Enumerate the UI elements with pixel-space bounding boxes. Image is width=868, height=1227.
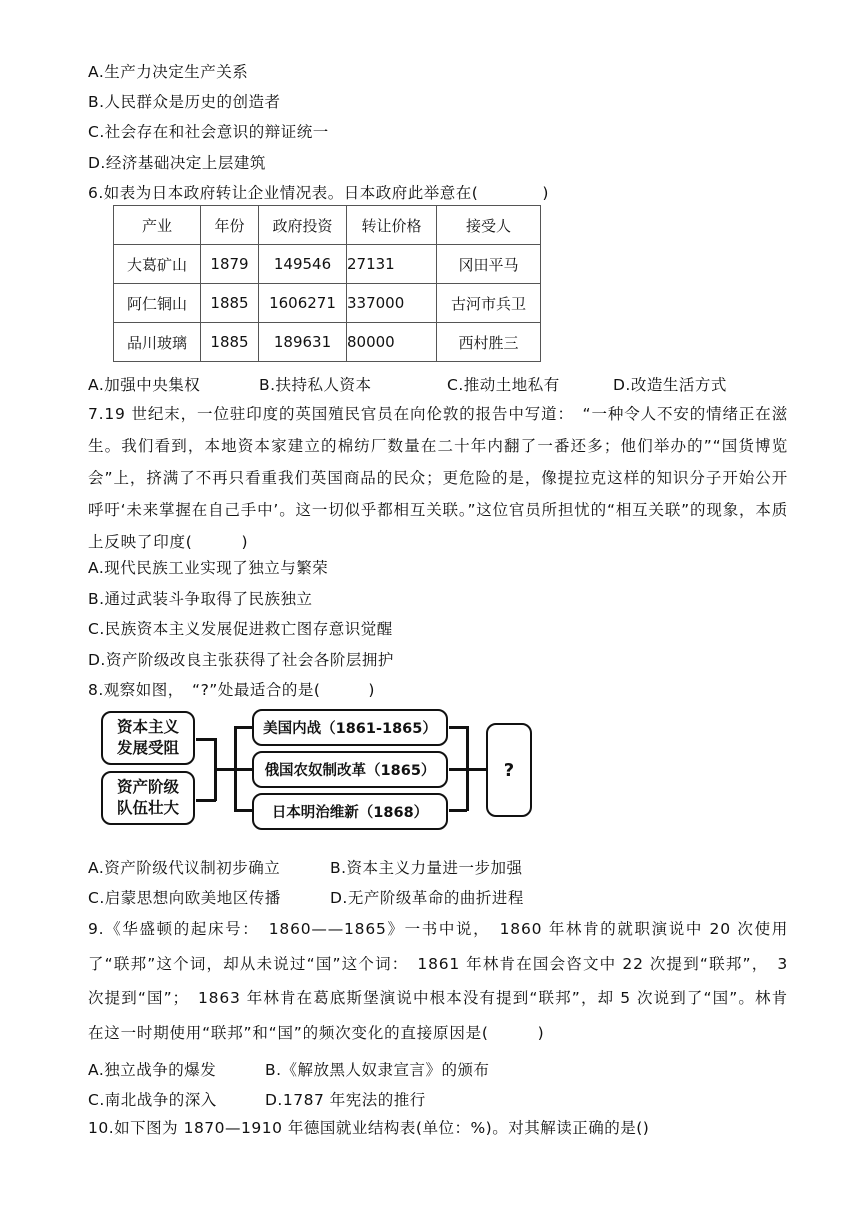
table-header-cell: 年份 xyxy=(201,206,259,245)
q9-option-a: A.独立战争的爆发 xyxy=(88,1061,217,1079)
q8-option-c: C.启蒙思想向欧美地区传播 xyxy=(88,889,281,907)
q6-options xyxy=(88,373,727,395)
q9-options-row-2 xyxy=(88,1088,426,1110)
q7-option-d: D.资产阶级改良主张获得了社会各阶层拥护 xyxy=(88,651,394,669)
diagram-box-obstructed-capitalism: 资本主义 发展受阻 xyxy=(101,711,195,765)
q6-option-d: D.改造生活方式 xyxy=(613,376,727,394)
q8-option-b: B.资本主义力量进一步加强 xyxy=(330,859,523,877)
connector-line xyxy=(196,799,216,802)
table-cell: 80000 xyxy=(347,323,437,362)
table-cell: 149546 xyxy=(259,245,347,284)
q8-options-row-1 xyxy=(88,856,523,878)
connector-line xyxy=(449,726,467,729)
table-cell: 189631 xyxy=(259,323,347,362)
q7-option-b: B.通过武装斗争取得了民族独立 xyxy=(88,590,313,608)
connector-line xyxy=(234,768,252,771)
q6-table xyxy=(113,205,541,362)
table-cell: 大葛矿山 xyxy=(114,245,201,284)
q9-option-d: D.1787 年宪法的推行 xyxy=(265,1091,426,1109)
q8-options-row-2 xyxy=(88,886,524,908)
diagram-box-question-mark: ? xyxy=(486,723,532,817)
q5-option-c: C.社会存在和社会意识的辩证统一 xyxy=(88,123,329,141)
table-cell: 品川玻璃 xyxy=(114,323,201,362)
q9-stem: 9.《华盛顿的起床号： 1860——1865》一书中说， 1860 年林肯的就职演说中 20 次使用了“联邦”这个词，却从未说过“国”这个词： 1861 年林肯在国会咨文中 22 次提到“联邦”， 3 次提到“国”； 1863 年林肯在葛底斯堡演说中根本没有提到“联邦”，却 5 次说到了“国”。林肯在这一时期使用“联邦”和“国”的频次变化的直接原因是( ) xyxy=(88,920,788,1042)
table-cell: 1879 xyxy=(201,245,259,284)
q6-option-a: A.加强中央集权 xyxy=(88,376,201,394)
table-header-cell: 接受人 xyxy=(437,206,541,245)
q5-option-b: B.人民群众是历史的创造者 xyxy=(88,93,281,111)
connector-line xyxy=(196,738,216,741)
connector-line xyxy=(234,726,252,729)
connector-line xyxy=(234,809,252,812)
connector-line xyxy=(214,768,234,771)
table-header-cell: 转让价格 xyxy=(347,206,437,245)
table-cell: 西村胜三 xyxy=(437,323,541,362)
table-cell: 27131 xyxy=(347,245,437,284)
q9-options-row-1 xyxy=(88,1058,490,1080)
table-cell: 1606271 xyxy=(259,284,347,323)
connector-line xyxy=(449,768,467,771)
connector-line xyxy=(449,809,467,812)
table-row xyxy=(114,284,541,323)
diagram-box-meiji-restoration: 日本明治维新（1868） xyxy=(252,793,448,830)
connector-line xyxy=(466,768,486,771)
table-cell: 1885 xyxy=(201,284,259,323)
q6-stem: 6.如表为日本政府转让企业情况表。日本政府此举意在( ) xyxy=(88,184,549,202)
q9-option-c: C.南北战争的深入 xyxy=(88,1091,217,1109)
q7-option-a: A.现代民族工业实现了独立与繁荣 xyxy=(88,559,329,577)
q7-option-c: C.民族资本主义发展促进救亡图存意识觉醒 xyxy=(88,620,393,638)
q9-option-b: B.《解放黑人奴隶宣言》的颁布 xyxy=(265,1061,490,1079)
table-cell: 1885 xyxy=(201,323,259,362)
table-cell: 古河市兵卫 xyxy=(437,284,541,323)
table-header-row xyxy=(114,206,541,245)
table-header-cell: 政府投资 xyxy=(259,206,347,245)
q5-option-d: D.经济基础决定上层建筑 xyxy=(88,154,266,172)
table-row xyxy=(114,323,541,362)
table-row xyxy=(114,245,541,284)
diagram-box-bourgeoisie-growth: 资产阶级 队伍壮大 xyxy=(101,771,195,825)
table-cell: 337000 xyxy=(347,284,437,323)
q6-option-c: C.推动土地私有 xyxy=(447,376,560,394)
q5-option-a: A.生产力决定生产关系 xyxy=(88,63,249,81)
q8-option-d: D.无产阶级革命的曲折进程 xyxy=(330,889,524,907)
q10-stem: 10.如下图为 1870—1910 年德国就业结构表(单位：%)。对其解读正确的是() xyxy=(88,1119,650,1137)
diagram-box-russian-serf-reform: 俄国农奴制改革（1865） xyxy=(252,751,448,788)
q6-option-b: B.扶持私人资本 xyxy=(259,376,372,394)
q7-stem: 7.19 世纪末，一位驻印度的英国殖民官员在向伦敦的报告中写道： “一种令人不安的情绪正在滋生。我们看到，本地资本家建立的棉纺厂数量在二十年内翻了一番还多；他们举办的”“国货博览会”上，挤满了不再只看重我们英国商品的民众；更危险的是，像提拉克这样的知识分子开始公开呼吁‘未来掌握在自己手中’。这一切似乎都相互关联。”这位官员所担忧的“相互关联”的现象，本质上反映了印度( ) xyxy=(88,405,788,551)
table-header-cell: 产业 xyxy=(114,206,201,245)
table-cell: 冈田平马 xyxy=(437,245,541,284)
diagram-box-american-civil-war: 美国内战（1861-1865） xyxy=(252,709,448,746)
q8-option-a: A.资产阶级代议制初步确立 xyxy=(88,859,281,877)
q8-stem: 8.观察如图， “?”处最适合的是( ) xyxy=(88,681,375,699)
table-cell: 阿仁铜山 xyxy=(114,284,201,323)
